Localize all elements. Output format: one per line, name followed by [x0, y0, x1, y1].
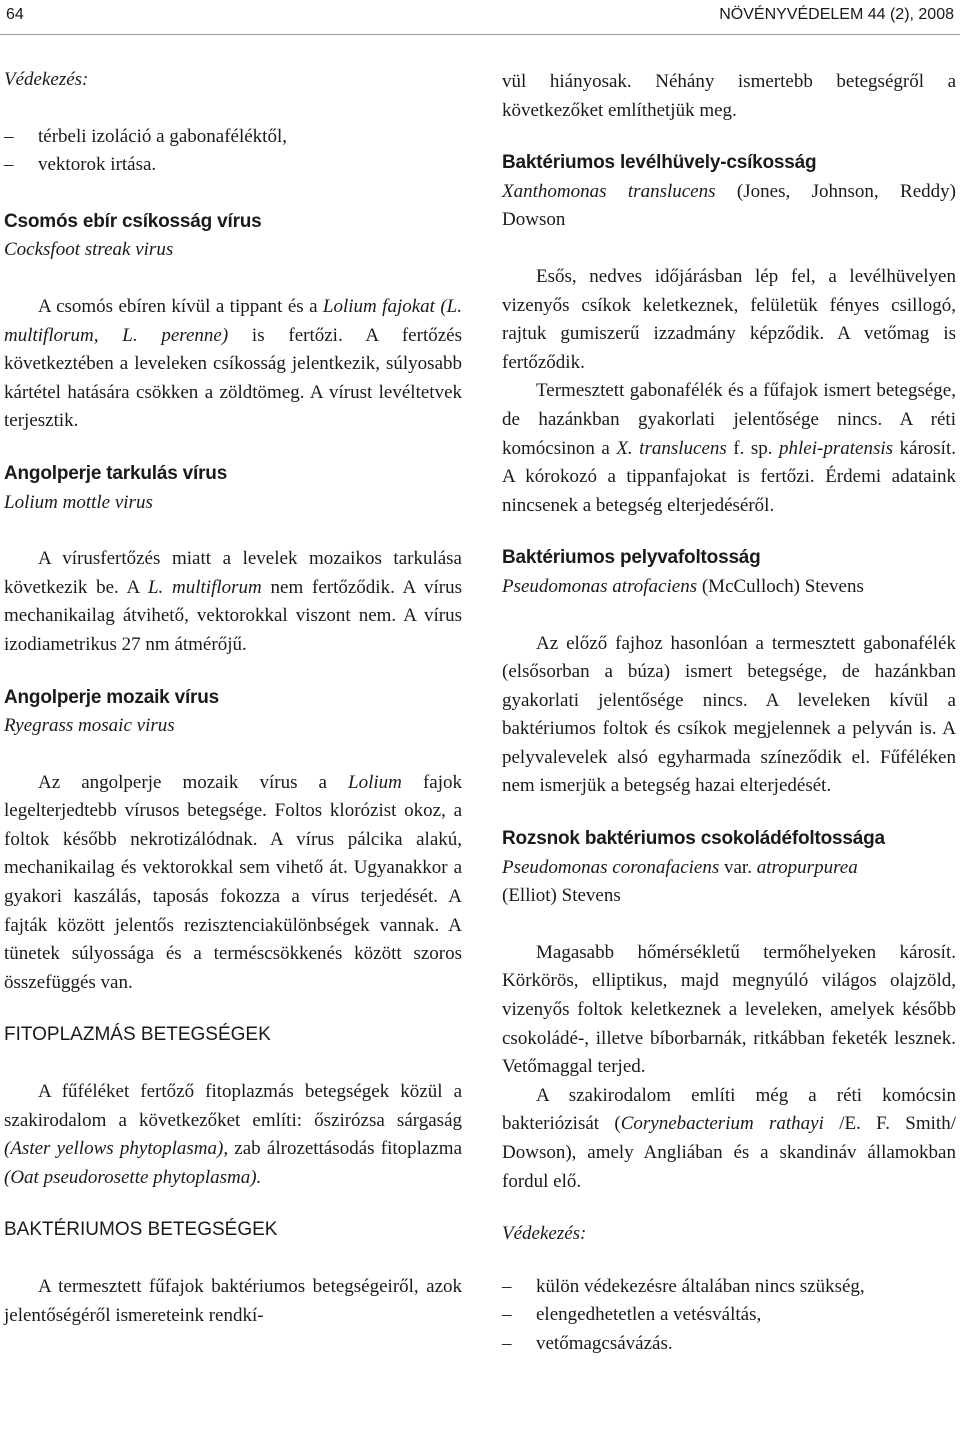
section-latin-author: (Elliot) Stevens [502, 885, 621, 907]
list-item: – vetőmagcsávázás. [502, 1330, 956, 1359]
section-latin-name: Ryegrass mosaic virus [4, 715, 175, 737]
section-heading: Baktériumos levélhüvely-csíkosság [502, 152, 817, 174]
paragraph: A csomós ebíren kívül a tippant és a Lolium fajokat (L. multiflorum, L. perenne) is fertőzi. A fertőzés következtében a leveleken csíkosság jelentkezik, súlyosabb kártétel hatására csökken a zöldtömeg. A vírust levéltetvek terjesztik. [4, 295, 462, 432]
section-latin-name: Pseudomonas coronafaciens var. atropurpurea [502, 856, 858, 878]
paragraph: Termesztett gabonafélék és a fűfajok ismert betegsége, de hazánkban gyakorlati jelentősége nincs. A réti komócsinon a X. translucens f. sp. phlei-pratensis károsít. A kórokozó a tippanfajokat is fertőzi. Érdemi adataink nincsenek a betegség elterjedéséről. [502, 380, 956, 516]
right-column [502, 68, 956, 1359]
paragraph: A vírusfertőzés miatt a levelek mozaikos tarkulása következik be. A L. multiflorum nem fertőződik. A vírus mechanikailag átvihető, vektorokkal viszont nem. A vírus izodiametrikus 27 nm átmérőjű. [4, 548, 462, 655]
paragraph: A termesztett fűfajok baktériumos betegségeiről, azok jelentőségéről ismereteink rendkí- [4, 1276, 462, 1326]
section-heading: Angolperje tarkulás vírus [4, 462, 228, 484]
list-item: – térbeli izoláció a gabonaféléktől, [4, 123, 462, 152]
vedekezes-list [502, 1273, 956, 1359]
section-heading: Csomós ebír csíkosság vírus [4, 210, 262, 232]
vedekezes-label: Védekezés: [502, 1223, 587, 1245]
section-latin-name: Xanthomonas translucens (Jones, Johnson, Reddy) Dowson [502, 180, 956, 231]
section-heading: BAKTÉRIUMOS BETEGSÉGEK [4, 1219, 278, 1241]
section-latin-name: Lolium mottle virus [4, 491, 153, 513]
paragraph: A fűféléket fertőző fitoplazmás betegségek közül a szakirodalom a következőket említi: őszirózsa sárgaság (Aster yellows phytoplasma), zab álrozettásodás fitoplazma (Oat pseudorosette phytoplasma). [4, 1081, 462, 1188]
paragraph: Magasabb hőmérsékletű termőhelyeken károsít. Körkörös, elliptikus, majd megnyúló világos olajzöld, vizenyős foltok keletkeznek a leveleken, amelyek később csokoládé-, illetve bíborbarnák, ritkábban feketék lesznek. Vetőmaggal terjed. [502, 941, 956, 1078]
journal-title: NÖVÉNYVÉDELEM 44 (2), 2008 [719, 6, 954, 23]
list-item: – külön védekezésre általában nincs szükség, [502, 1273, 956, 1302]
list-item: – elengedhetetlen a vetésváltás, [502, 1301, 956, 1330]
section-heading: Baktériumos pelyvafoltosság [502, 547, 761, 569]
paragraph: A szakirodalom említi még a réti komócsin bakteriózisát (Corynebacterium rathayi /E. F. Smith/ Dowson), amely Angliában és a skandináv államokban fordul elő. [502, 1084, 956, 1192]
running-header [6, 4, 954, 30]
section-heading: Rozsnok baktériumos csokoládéfoltossága [502, 828, 885, 850]
section-latin-name: Pseudomonas atrofaciens (McCulloch) Stevens [502, 575, 864, 597]
paragraph: Esős, nedves időjárásban lép fel, a levélhüvelyen vizenyős csíkok keletkeznek, felületük fényes csillogó, rajtuk gumiszerű izzadmány képződik. A vetőmag is fertőződik. [502, 265, 956, 373]
paragraph: vül hiányosak. Néhány ismertebb betegségről a következőket említhetjük meg. [502, 71, 956, 121]
list-item: – vektorok irtása. [4, 151, 462, 180]
section-heading: Angolperje mozaik vírus [4, 686, 220, 708]
page-number: 64 [6, 6, 24, 23]
section-heading: FITOPLAZMÁS BETEGSÉGEK [4, 1024, 271, 1046]
section-latin-name: Cocksfoot streak virus [4, 239, 174, 261]
left-column [4, 66, 462, 1330]
paragraph: Az előző fajhoz hasonlóan a termesztett gabonafélék (elsősorban a búza) ismert betegsége, de hazánkban gyakorlati jelentősége nincs. A leveleken kívül a baktériumos foltok és csíkok megjelennek a pelyván is. A pelyvalevelek alsó egyharmada színeződik el. Fűféléken nem ismerjük a betegség hazai elterjedését. [502, 632, 956, 797]
vedekezes-list [4, 123, 462, 180]
vedekezes-label: Védekezés: [4, 69, 89, 90]
header-rule [0, 34, 960, 35]
paragraph: Az angolperje mozaik vírus a Lolium fajok legelterjedtebb vírusos betegsége. Foltos klorózist okoz, a foltok később nekrotizálódnak. A vírus pálcika alakú, mechanikailag és vektorokkal sem vihető át. Ugyanakkor a gyakori kaszálás, taposás fokozza a vírus terjedését. A fajták között jelentős rezisztenciakülönbségek vannak. A tünetek súlyossága és a terméscsökkenés között szoros összefüggés van. [4, 771, 462, 993]
